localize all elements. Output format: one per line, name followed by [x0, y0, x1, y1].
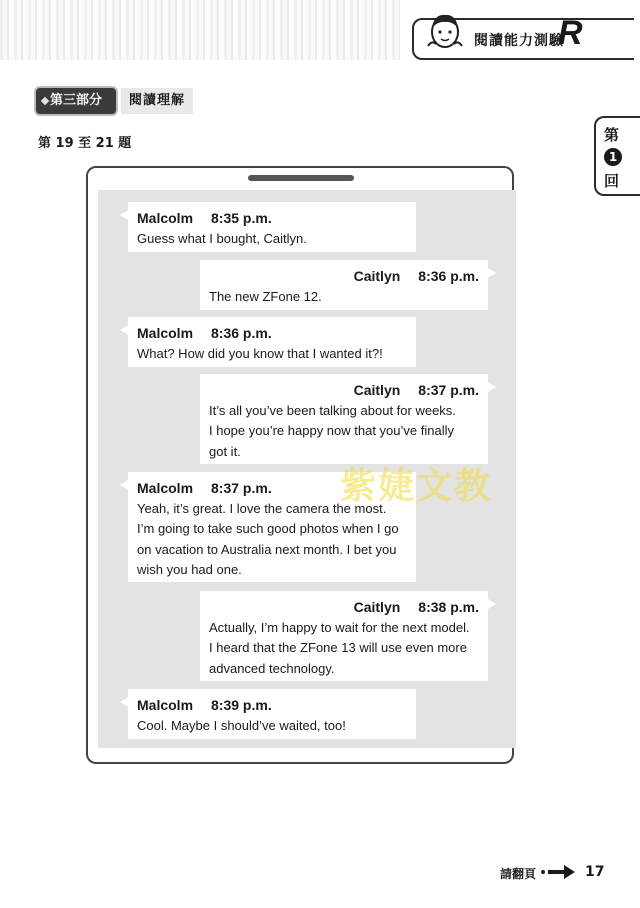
message-line: I hope you’re happy now that you’ve finally — [209, 423, 454, 438]
chat-bubble — [128, 689, 416, 739]
chat-bubble — [128, 202, 416, 252]
message-time: 8:37 p.m. — [211, 480, 272, 496]
message-line: What? How did you know that I wanted it?! — [137, 345, 383, 361]
sender-name: Caitlyn — [353, 599, 401, 615]
round-tab — [594, 116, 640, 196]
message-line: I’m going to take such good photos when I go — [137, 521, 399, 536]
message-line: Actually, I’m happy to wait for the next model. — [209, 619, 470, 635]
chat-bubble — [128, 317, 416, 367]
message-line: on vacation to Australia next month. I bet you — [137, 541, 397, 557]
watermark: 紫婕文教 — [340, 466, 493, 507]
message-time: 8:39 p.m. — [211, 697, 272, 713]
sender-name: Caitlyn — [353, 382, 401, 398]
right-arrow-icon — [540, 864, 576, 880]
chat-bubble — [128, 472, 416, 582]
message-time: 8:35 p.m. — [211, 210, 272, 226]
message-line: Cool. Maybe I should’ve waited, too! — [137, 717, 346, 733]
message-line: I heard that the ZFone 13 will use even more — [209, 640, 467, 655]
sender-name: Malcolm — [137, 480, 194, 496]
message-line: It’s all you’ve been talking about for weeks. — [209, 402, 456, 418]
message-time: 8:37 p.m. — [418, 382, 479, 398]
sender-name: Caitlyn — [353, 268, 401, 284]
part-badge: 第三部分 — [36, 88, 116, 114]
question-range: 第 19 至 21 題 — [38, 136, 132, 151]
sender-name: Malcolm — [137, 210, 194, 226]
message-line: advanced technology. — [209, 660, 335, 676]
message-time: 8:36 p.m. — [211, 325, 272, 341]
chat-bubble — [200, 591, 488, 681]
message-time: 8:38 p.m. — [418, 599, 479, 615]
message-line: Yeah, it’s great. I love the camera the most. — [137, 500, 387, 516]
round-tab-bottom: 回 — [604, 172, 620, 190]
scan-artifact — [0, 0, 400, 60]
round-tab-top: 第 — [604, 126, 620, 144]
page-number: 17 — [585, 864, 605, 880]
part-title: 閱讀理解 — [121, 88, 193, 114]
test-title: 閱讀能力測驗 — [474, 33, 564, 49]
series-letter: R — [558, 14, 583, 52]
sender-name: Malcolm — [137, 697, 194, 713]
chat-bubble — [200, 374, 488, 464]
student-face-icon — [422, 8, 468, 54]
message-line: wish you had one. — [137, 562, 242, 577]
chat-bubble — [200, 260, 488, 310]
turn-page-label: 請翻頁 — [500, 867, 537, 881]
message-line: The new ZFone 12. — [209, 288, 322, 304]
message-line: got it. — [209, 443, 241, 459]
round-number: 1 — [604, 148, 622, 166]
message-time: 8:36 p.m. — [418, 268, 479, 284]
phone-speaker — [248, 175, 354, 181]
message-line: Guess what I bought, Caitlyn. — [137, 230, 307, 246]
sender-name: Malcolm — [137, 325, 194, 341]
